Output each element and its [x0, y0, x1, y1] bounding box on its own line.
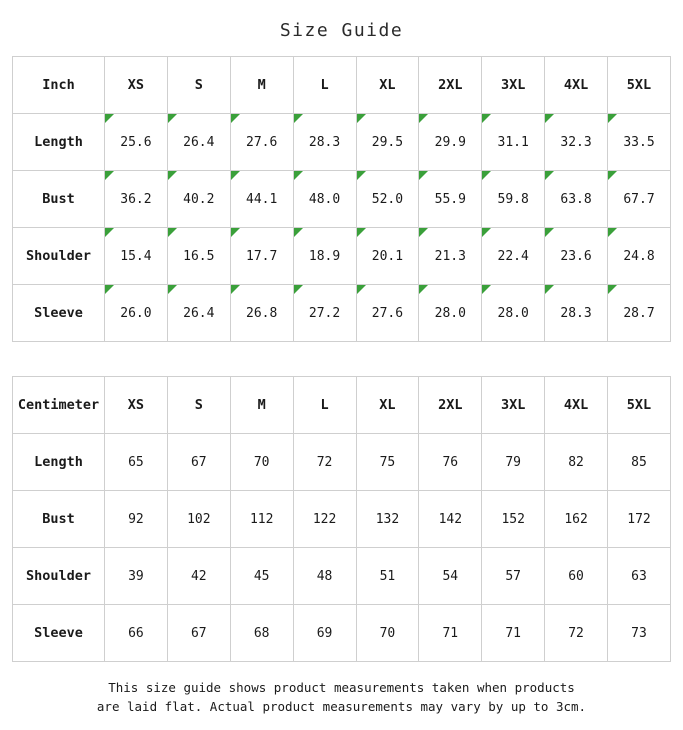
- row-label-sleeve: Sleeve: [13, 605, 105, 662]
- table-row: [13, 491, 671, 548]
- cell-shoulder-xs: 39: [105, 548, 168, 605]
- cell-sleeve-xs: 66: [105, 605, 168, 662]
- cell-shoulder-m: 45: [230, 548, 293, 605]
- cell-length-4xl: 82: [545, 434, 608, 491]
- cell-length-3xl: 31.1: [482, 114, 545, 171]
- cell-bust-m: 44.1: [230, 171, 293, 228]
- row-label-bust: Bust: [13, 171, 105, 228]
- cell-sleeve-xs: 26.0: [105, 285, 168, 342]
- cell-length-xl: 29.5: [356, 114, 419, 171]
- cell-length-xs: 25.6: [105, 114, 168, 171]
- cell-sleeve-2xl: 28.0: [419, 285, 482, 342]
- size-header-4xl: 4XL: [545, 57, 608, 114]
- table-header-row: [13, 377, 671, 434]
- cell-length-xs: 65: [105, 434, 168, 491]
- cell-sleeve-l: 27.2: [293, 285, 356, 342]
- table-gap-divider: [12, 342, 671, 376]
- size-table-centimeter: [12, 376, 671, 662]
- cell-shoulder-s: 42: [167, 548, 230, 605]
- cell-sleeve-2xl: 71: [419, 605, 482, 662]
- table-header-row: [13, 57, 671, 114]
- cell-length-2xl: 29.9: [419, 114, 482, 171]
- row-label-length: Length: [13, 114, 105, 171]
- size-header-xl: XL: [356, 57, 419, 114]
- cell-sleeve-5xl: 73: [608, 605, 671, 662]
- cell-sleeve-xl: 27.6: [356, 285, 419, 342]
- cell-bust-5xl: 67.7: [608, 171, 671, 228]
- cell-bust-5xl: 172: [608, 491, 671, 548]
- cell-sleeve-4xl: 72: [545, 605, 608, 662]
- cell-sleeve-3xl: 71: [482, 605, 545, 662]
- cell-shoulder-xs: 15.4: [105, 228, 168, 285]
- cell-bust-xl: 52.0: [356, 171, 419, 228]
- cell-length-2xl: 76: [419, 434, 482, 491]
- cell-bust-l: 48.0: [293, 171, 356, 228]
- cell-bust-3xl: 59.8: [482, 171, 545, 228]
- cell-shoulder-2xl: 54: [419, 548, 482, 605]
- cell-shoulder-l: 48: [293, 548, 356, 605]
- size-header-2xl: 2XL: [419, 57, 482, 114]
- cell-bust-s: 40.2: [167, 171, 230, 228]
- size-header-m: M: [230, 377, 293, 434]
- unit-label-centimeter: Centimeter: [13, 377, 105, 434]
- cell-length-4xl: 32.3: [545, 114, 608, 171]
- size-header-s: S: [167, 57, 230, 114]
- size-header-5xl: 5XL: [608, 377, 671, 434]
- size-header-s: S: [167, 377, 230, 434]
- page-title: Size Guide: [279, 20, 404, 41]
- size-header-xs: XS: [105, 377, 168, 434]
- cell-length-s: 67: [167, 434, 230, 491]
- size-table-inch: [12, 56, 671, 342]
- cell-shoulder-5xl: 63: [608, 548, 671, 605]
- size-header-3xl: 3XL: [482, 57, 545, 114]
- cell-bust-4xl: 63.8: [545, 171, 608, 228]
- cell-length-m: 27.6: [230, 114, 293, 171]
- cell-sleeve-5xl: 28.7: [608, 285, 671, 342]
- cell-shoulder-4xl: 23.6: [545, 228, 608, 285]
- cell-bust-xs: 36.2: [105, 171, 168, 228]
- cell-length-l: 72: [293, 434, 356, 491]
- cell-sleeve-4xl: 28.3: [545, 285, 608, 342]
- table-row: [13, 171, 671, 228]
- cell-shoulder-xl: 51: [356, 548, 419, 605]
- row-label-sleeve: Sleeve: [13, 285, 105, 342]
- cell-shoulder-xl: 20.1: [356, 228, 419, 285]
- row-label-bust: Bust: [13, 491, 105, 548]
- cell-length-3xl: 79: [482, 434, 545, 491]
- cell-shoulder-4xl: 60: [545, 548, 608, 605]
- cell-shoulder-5xl: 24.8: [608, 228, 671, 285]
- table-row: [13, 285, 671, 342]
- cell-bust-4xl: 162: [545, 491, 608, 548]
- cell-bust-l: 122: [293, 491, 356, 548]
- size-header-l: L: [293, 57, 356, 114]
- cell-bust-s: 102: [167, 491, 230, 548]
- cell-shoulder-m: 17.7: [230, 228, 293, 285]
- table-row: [13, 548, 671, 605]
- cell-sleeve-l: 69: [293, 605, 356, 662]
- size-header-xl: XL: [356, 377, 419, 434]
- cell-shoulder-2xl: 21.3: [419, 228, 482, 285]
- size-header-3xl: 3XL: [482, 377, 545, 434]
- cell-shoulder-l: 18.9: [293, 228, 356, 285]
- cell-bust-2xl: 55.9: [419, 171, 482, 228]
- row-label-length: Length: [13, 434, 105, 491]
- cell-length-5xl: 33.5: [608, 114, 671, 171]
- cell-sleeve-m: 26.8: [230, 285, 293, 342]
- cell-bust-xs: 92: [105, 491, 168, 548]
- cell-shoulder-s: 16.5: [167, 228, 230, 285]
- table-row: [13, 114, 671, 171]
- footnote-line-2: are laid flat. Actual product measurements may vary by up to 3cm.: [96, 699, 587, 714]
- cell-sleeve-s: 26.4: [167, 285, 230, 342]
- table-row: [13, 228, 671, 285]
- cell-bust-xl: 132: [356, 491, 419, 548]
- cell-bust-m: 112: [230, 491, 293, 548]
- cell-shoulder-3xl: 57: [482, 548, 545, 605]
- size-header-2xl: 2XL: [419, 377, 482, 434]
- footnote-line-1: This size guide shows product measurements taken when products: [108, 680, 575, 695]
- cell-sleeve-m: 68: [230, 605, 293, 662]
- cell-length-xl: 75: [356, 434, 419, 491]
- cell-bust-2xl: 142: [419, 491, 482, 548]
- size-header-5xl: 5XL: [608, 57, 671, 114]
- table-row: [13, 434, 671, 491]
- footnote: [0, 678, 683, 716]
- size-header-4xl: 4XL: [545, 377, 608, 434]
- row-label-shoulder: Shoulder: [13, 228, 105, 285]
- cell-length-s: 26.4: [167, 114, 230, 171]
- cell-sleeve-s: 67: [167, 605, 230, 662]
- cell-length-m: 70: [230, 434, 293, 491]
- cell-sleeve-xl: 70: [356, 605, 419, 662]
- cell-shoulder-3xl: 22.4: [482, 228, 545, 285]
- size-header-l: L: [293, 377, 356, 434]
- size-header-m: M: [230, 57, 293, 114]
- row-label-shoulder: Shoulder: [13, 548, 105, 605]
- cell-length-5xl: 85: [608, 434, 671, 491]
- unit-label-inch: Inch: [13, 57, 105, 114]
- cell-length-l: 28.3: [293, 114, 356, 171]
- cell-bust-3xl: 152: [482, 491, 545, 548]
- size-header-xs: XS: [105, 57, 168, 114]
- table-row: [13, 605, 671, 662]
- cell-sleeve-3xl: 28.0: [482, 285, 545, 342]
